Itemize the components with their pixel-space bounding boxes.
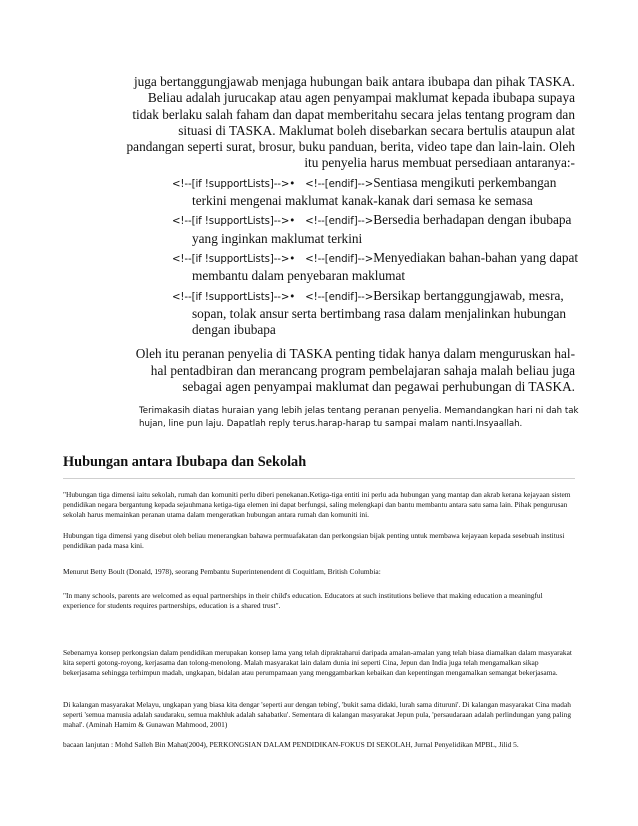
supportlists-comment: <!--[if !supportLists]-->• xyxy=(172,216,296,228)
list-item-continuation: terkini mengenai maklumat kanak-kanak dari semasa ke semasa xyxy=(192,193,533,209)
text-line: Oleh itu peranan penyelia di TASKA penting tidak hanya dalam menguruskan hal- xyxy=(135,346,575,362)
endif-comment: <!--[endif]--> xyxy=(305,253,374,265)
list-item-continuation: sopan, tolak ansur serta bertimbang rasa dalam menjalinkan hubungan xyxy=(192,305,567,321)
list-item-first-line xyxy=(172,212,575,230)
supportlists-comment: <!--[if !supportLists]-->• xyxy=(172,291,296,303)
endif-comment: <!--[endif]--> xyxy=(305,291,374,303)
section-title: Hubungan antara Ibubapa dan Sekolah xyxy=(63,454,307,470)
preparation-list xyxy=(120,174,579,339)
list-item-text: Bersedia berhadapan dengan ibubapa xyxy=(373,212,572,228)
list-item-first-line xyxy=(172,175,575,193)
list-item-first-line xyxy=(172,288,575,306)
list-item-continuation: dengan ibubapa xyxy=(192,322,276,338)
upper-section xyxy=(120,74,579,395)
reader-comment xyxy=(139,405,579,431)
text-line: tidak berlaku salah faham dan dapat memberitahu secara jelas tentang program dan xyxy=(132,106,575,122)
text-line: situasi di TASKA. Maklumat boleh disebarkan secara bertulis ataupun alat xyxy=(178,122,575,138)
list-item-text: Sentiasa mengikuti perkembangan xyxy=(373,174,557,190)
list-item xyxy=(172,212,575,247)
text-line: hal pentadbiran dan merancang program pembelajaran sahaja malah beliau juga xyxy=(150,362,575,378)
list-item-continuation: membantu dalam penyebaran maklumat xyxy=(192,268,406,284)
text-line: pandangan seperti surat, brosur, buku panduan, berita, video tape dan lain-lain. Oleh xyxy=(126,139,575,155)
body-paragraph: "Hubungan tiga dimensi iaitu sekolah, rumah dan komuniti perlu diberi penekanan.Ketiga-tiga entiti ini perlu ada hubungan yang mantap dan akrab kerana kejayaan sistem pendidikan negara bergantung kepada sejauhmana ketiga-tiga elemen ini dapat berfungsi, saling melengkapi dan bantu membantu antara satu sama lain. Pihak pengurusan sekolah harus memainkan peranan utama dalam mengeratkan hubungan antara rumah dan komuniti ini. xyxy=(63,490,571,519)
list-item xyxy=(172,249,579,285)
body-paragraph: Sebenarnya konsep perkongsian dalam pendidikan merupakan konsep lama yang telah dipraktaharui daripada amalan-amalan yang telah biasa diamalkan dalam masyarakat kita seperti gotong-royong, kerjasama dan tolong-menolong. Malah masyarakat lain dalam dunia ini seperti Cina, Jepun dan India juga telah mengamalkan sikap bekerjasama sehingga terhimpun madah, ungkapan, bidalan atau perumpamaan yang menggambarkan kebaikan dan kepentingan mengamalkan semangat bekerjasama. xyxy=(63,648,572,677)
body-paragraph: Menurut Betty Boult (Donald, 1978), seorang Pembantu Superintenendent di Coquitlam, British Columbia: xyxy=(63,567,381,576)
text-line: Beliau adalah jurucakap atau agen penyampai maklumat kepada ibubapa supaya xyxy=(147,90,575,106)
supervisor-role-paragraph xyxy=(120,74,575,172)
list-item xyxy=(172,288,575,339)
list-item-continuation: yang inginkan maklumat terkini xyxy=(192,230,363,246)
conclusion-paragraph xyxy=(120,346,575,395)
text-line: juga bertanggungjawab menjaga hubungan baik antara ibubapa dan pihak TASKA. xyxy=(133,74,575,89)
comment-line: hujan, line pun laju. Dapatlah reply terus.harap-harap tu sampai malam nanti.Insyaallah. xyxy=(139,419,523,429)
list-item-first-line xyxy=(172,249,579,268)
supportlists-comment: <!--[if !supportLists]-->• xyxy=(172,178,296,190)
list-item-text: Bersikap bertanggungjawab, mesra, xyxy=(373,287,564,303)
list-item xyxy=(172,175,575,210)
quote-paragraph: "In many schools, parents are welcomed as equal partnerships in their child's education. Educators at such institutions believe that making education a meaningful experience for students requires partnerships, education is a shared trust". xyxy=(63,591,543,610)
divider xyxy=(63,478,575,479)
body-paragraph: Di kalangan masyarakat Melayu, ungkapan yang biasa kita dengar 'seperti aur dengan tebing', 'bukit sama didaki, lurah sama dituruni'. Di kalangan masyarakat Cina madah seperti 'semua manusia adalah saudaraku, semua makhluk adalah sahabatku'. Sementara di kalangan masyarakat Jepun pula, 'persaudaraan adalah perlindungan yang paling mahal'. (Aminah Hamim & Gunawan Mahmood, 2001) xyxy=(63,700,572,729)
reference-line: bacaan lanjutan : Mohd Salleh Bin Mahat(2004), PERKONGSIAN DALAM PENDIDIKAN-FOKUS DI SEKOLAH, Jurnal Penyelidikan MPBL, Jilid 5. xyxy=(63,740,519,749)
text-line: itu penyelia harus membuat persediaan antaranya:- xyxy=(304,155,575,171)
comment-line: Terimakasih diatas huraian yang lebih jelas tentang peranan penyelia. Memandangkan hari ni dah tak xyxy=(139,406,579,416)
body-paragraph: Hubungan tiga dimensi yang disebut oleh beliau menerangkan bahawa permuafakatan dan perkongsian bijak penting untuk membawa kejayaan kepada sesebuah institusi pendidikan pada masa kini. xyxy=(63,531,565,550)
supportlists-comment: <!--[if !supportLists]-->• xyxy=(172,253,296,265)
text-line: sebagai agen penyampai maklumat dan pegawai perhubungan di TASKA. xyxy=(182,379,575,395)
endif-comment: <!--[endif]--> xyxy=(305,178,374,190)
endif-comment: <!--[endif]--> xyxy=(305,216,374,228)
list-item-text: Menyediakan bahan-bahan yang dapat xyxy=(373,249,579,265)
